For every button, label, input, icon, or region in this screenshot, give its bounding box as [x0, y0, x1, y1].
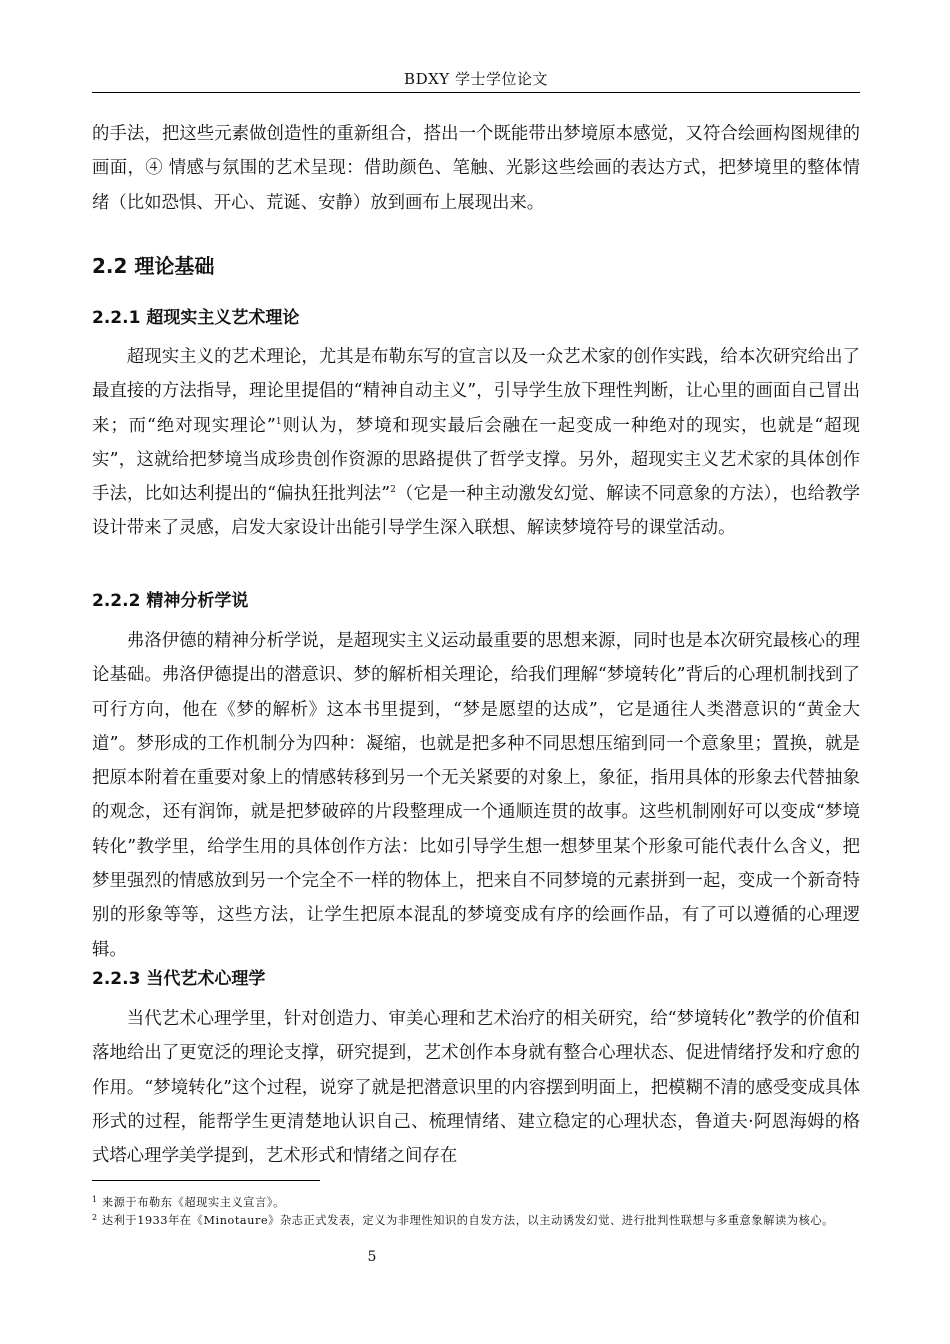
section-heading-2-2: 2.2 理论基础	[92, 254, 215, 278]
footnote-2	[92, 1213, 860, 1229]
intro-paragraph: 的手法，把这些元素做创造性的重新组合，搭出一个既能带出梦境原本感觉，又符合绘画构图规律的画面，④ 情感与氛围的艺术呈现：借助颜色、笔触、光影这些绘画的表达方式，把梦境里的整体情绪（比如恐惧、开心、荒诞、安静）放到画布上展现出来。	[92, 124, 860, 213]
page-number: 5	[367, 1249, 377, 1265]
running-header: BDXY 学士学位论文	[404, 70, 548, 88]
paragraph-text: 超现实主义的艺术理论，尤其是布勒东写的宣言以及一众艺术家的创作实践，给本次研究给出了最直接的方法指导，理论里提倡的“精神自动主义”，引导学生放下理性判断，让心里的画面自己冒出来；而“绝对现实理论”	[92, 347, 860, 436]
paragraph-surrealism-theory	[92, 340, 860, 546]
footnote-1	[92, 1195, 860, 1211]
section-heading-2-2-2: 2.2.2 精神分析学说	[92, 591, 249, 611]
footnote-text: 来源于布勒东《超现实主义宣言》。	[101, 1196, 285, 1209]
footnote-ref-2[interactable]: 2	[390, 485, 396, 496]
section-heading-2-2-1: 2.2.1 超现实主义艺术理论	[92, 308, 300, 328]
footnote-ref-1[interactable]: 1	[275, 416, 282, 427]
footnote-divider	[92, 1180, 320, 1181]
paragraph-art-psychology: 当代艺术心理学里，针对创造力、审美心理和艺术治疗的相关研究，给“梦境转化”教学的价值和落地给出了更宽泛的理论支撑，研究提到，艺术创作本身就有整合心理状态、促进情绪抒发和疗愈的作用。“梦境转化”这个过程，说穿了就是把潜意识里的内容摆到明面上，把模糊不清的感受变成具体形式的过程，能帮学生更清楚地认识自己、梳理情绪、建立稳定的心理状态，鲁道夫·阿恩海姆的格式塔心理学美学提到，艺术形式和情绪之间存在	[92, 1009, 860, 1167]
footnote-number: 1	[92, 1195, 98, 1204]
section-heading-2-2-3: 2.2.3 当代艺术心理学	[92, 969, 266, 989]
footnote-number: 2	[92, 1213, 98, 1222]
paragraph-text: 则认为，梦境和现实最后会融在一起变成一种绝对的现实，也就是“超现实”，这就给把梦境当成珍贵创作资源的思路提供了哲学支撑。另外，超现实主义艺术家的具体创作手法，比如达利提出的“偏执狂批判法”	[92, 415, 860, 505]
paragraph-psychoanalysis: 弗洛伊德的精神分析学说，是超现实主义运动最重要的思想来源，同时也是本次研究最核心的理论基础。弗洛伊德提出的潜意识、梦的解析相关理论，给我们理解“梦境转化”背后的心理机制找到了可行方向，他在《梦的解析》这本书里提到，“梦是愿望的达成”，它是通往人类潜意识的“黄金大道”。梦形成的工作机制分为四种：凝缩，也就是把多种不同思想压缩到同一个意象里；置换，就是把原本附着在重要对象上的情感转移到另一个无关紧要的对象上，象征，指用具体的形象去代替抽象的观念，还有润饰，就是把梦破碎的片段整理成一个通顺连贯的故事。这些机制刚好可以变成“梦境转化”教学里，给学生用的具体创作方法：比如引导学生想一想梦里某个形象可能代表什么含义，把梦里强烈的情感放到另一个完全不一样的物体上，把来自不同梦境的元素拼到一起，变成一个新奇特别的形象等等，这些方法，让学生把原本混乱的梦境变成有序的绘画作品，有了可以遵循的心理逻辑。	[92, 631, 860, 960]
footnote-text: 达利于1933年在《Minotaure》杂志正式发表，定义为非理性知识的自发方法，以主动诱发幻觉、进行批判性联想与多重意象解读为核心。	[101, 1214, 834, 1227]
paragraph-text: （它是一种主动激发幻觉、解读不同意象的方法），也给教学设计带来了灵感，启发大家设计出能引导学生深入联想、解读梦境符号的课堂活动。	[92, 484, 860, 539]
header-divider	[92, 92, 860, 93]
